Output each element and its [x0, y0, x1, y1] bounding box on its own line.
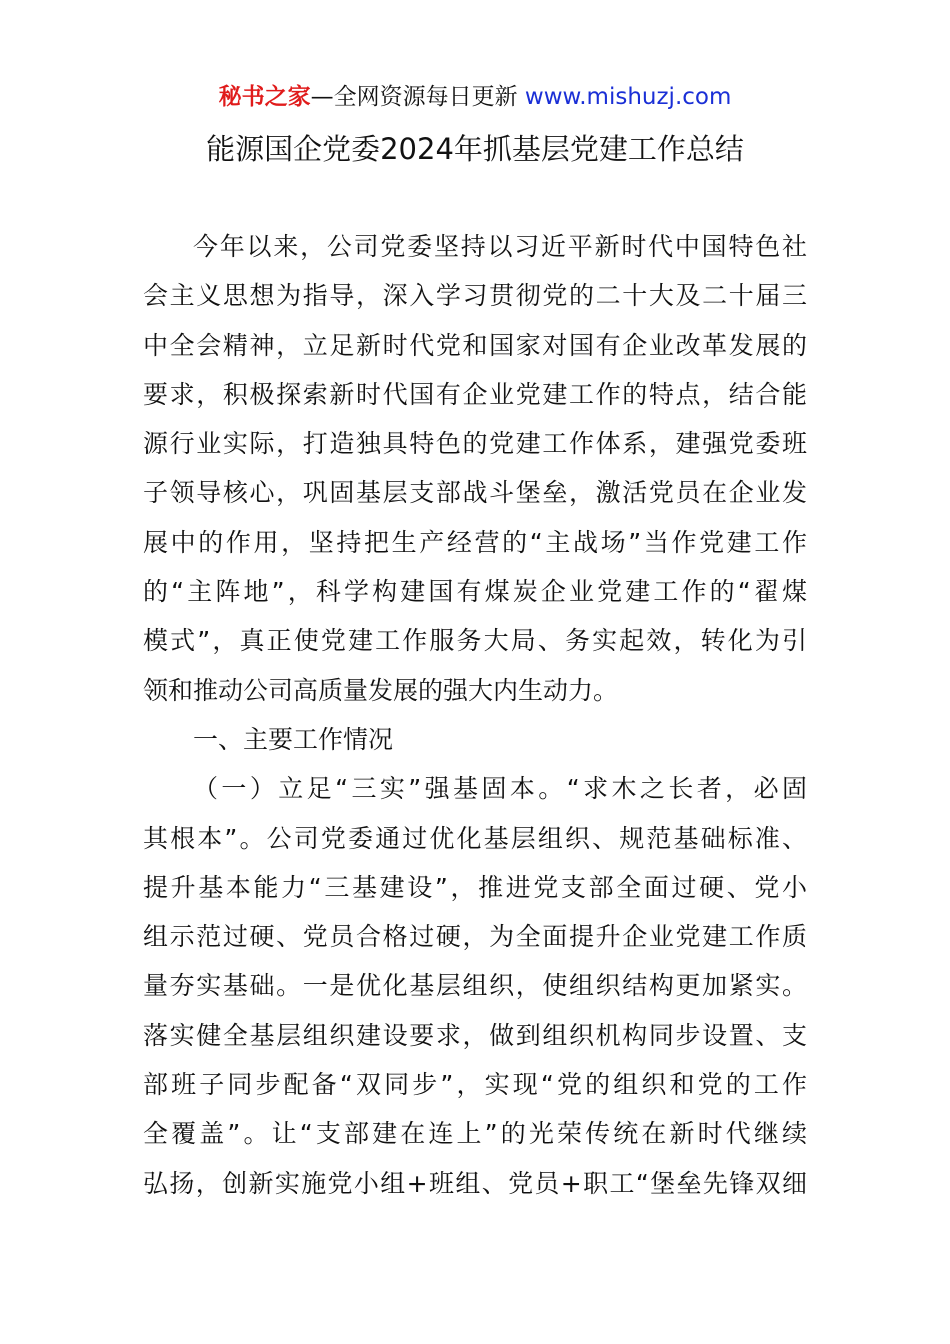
body-line: 的“主阵地”，科学构建国有煤炭企业党建工作的“翟煤 — [143, 577, 807, 607]
body-line: 展中的作用，坚持把生产经营的“主战场”当作党建工作 — [143, 527, 807, 557]
body-line: 模式”，真正使党建工作服务大局、务实起效，转化为引 — [143, 626, 807, 656]
site-header — [0, 80, 950, 114]
body-line: 量夯实基础。一是优化基层组织，使组织结构更加紧实。 — [143, 971, 807, 1001]
body-line: 弘扬，创新实施党小组+班组、党员+职工“堡垒先锋双细 — [143, 1168, 807, 1198]
body-line: 组示范过硬、党员合格过硬，为全面提升企业党建工作质 — [143, 922, 807, 952]
body-line: 今年以来，公司党委坚持以习近平新时代中国特色社 — [193, 232, 807, 261]
site-url[interactable]: www.mishuzj.com — [524, 84, 732, 110]
body-line: 要求，积极探索新时代国有企业党建工作的特点，结合能 — [143, 379, 807, 409]
site-tagline: —全网资源每日更新 — [310, 84, 525, 110]
body-line: 其根本”。公司党委通过优化基层组织、规范基础标准、 — [143, 823, 807, 853]
section-heading: 一、主要工作情况 — [193, 724, 394, 754]
body-line: 中全会精神，立足新时代党和国家对国有企业改革发展的 — [143, 330, 807, 360]
body-line: 全覆盖”。让“支部建在连上”的光荣传统在新时代继续 — [143, 1119, 807, 1149]
body-line: （一）立足“三实”强基固本。“求木之长者，必固 — [193, 774, 807, 804]
document-body — [143, 222, 807, 1208]
body-line: 源行业实际，打造独具特色的党建工作体系，建强党委班 — [143, 429, 807, 459]
document-title: 能源国企党委2024年抓基层党建工作总结 — [206, 132, 744, 166]
site-brand: 秘书之家 — [218, 84, 311, 110]
body-line: 落实健全基层组织建设要求，做到组织机构同步设置、支 — [143, 1020, 807, 1050]
body-line: 提升基本能力“三基建设”，推进党支部全面过硬、党小 — [143, 872, 807, 902]
body-line: 子领导核心，巩固基层支部战斗堡垒，激活党员在企业发 — [143, 478, 807, 508]
body-line: 部班子同步配备“双同步”，实现“党的组织和党的工作 — [143, 1070, 807, 1100]
body-line: 领和推动公司高质量发展的强大内生动力。 — [143, 675, 619, 705]
body-line: 会主义思想为指导，深入学习贯彻党的二十大及二十届三 — [143, 281, 807, 311]
